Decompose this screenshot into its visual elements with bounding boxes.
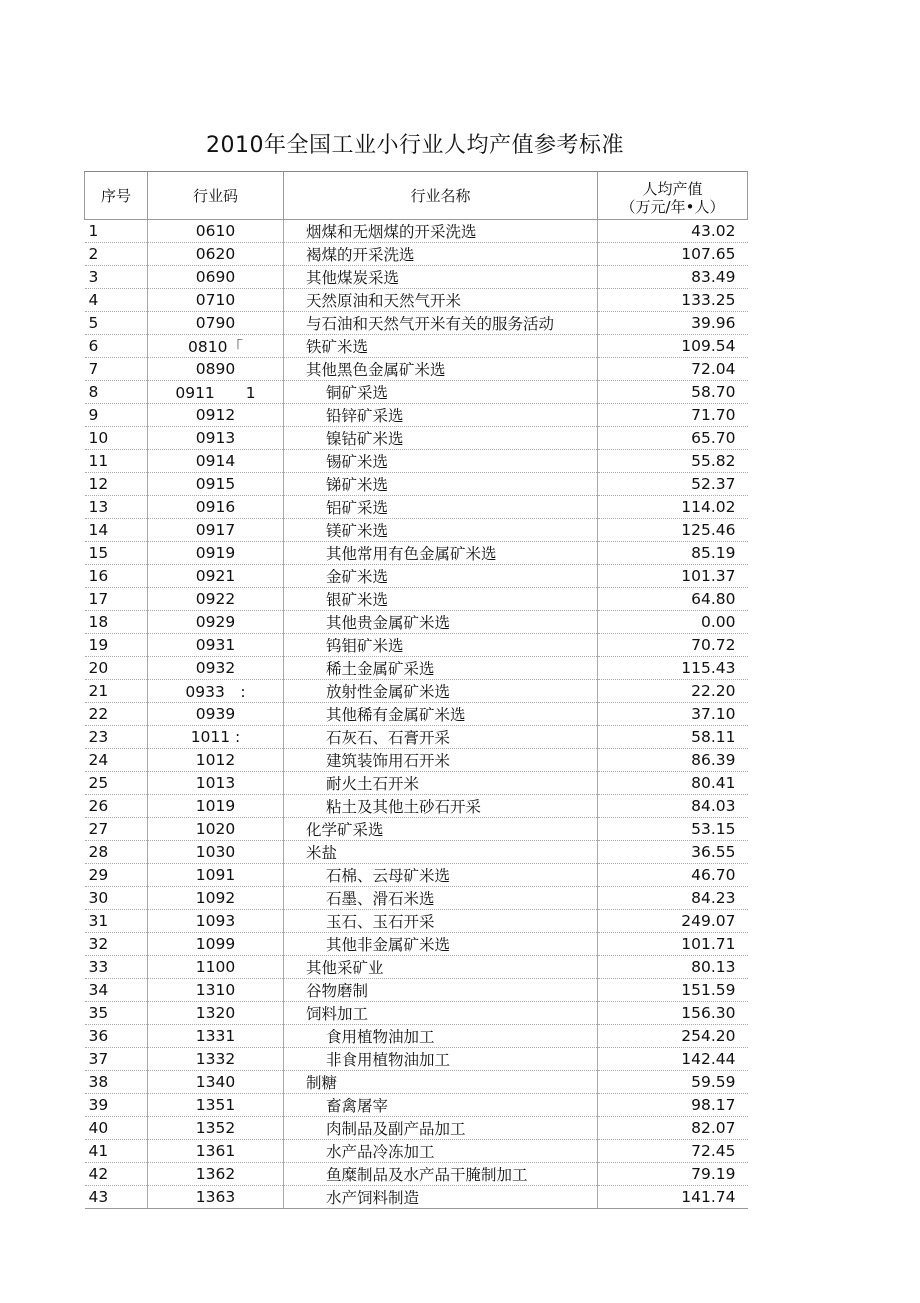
cell-seq: 3: [85, 266, 148, 289]
table-row: [85, 956, 748, 979]
cell-name: 钨钼矿米选: [284, 634, 598, 657]
cell-value: 58.70: [598, 381, 748, 404]
table-row: [85, 703, 748, 726]
cell-code: 1020: [148, 818, 284, 841]
cell-value: 55.82: [598, 450, 748, 473]
cell-value: 249.07: [598, 910, 748, 933]
cell-code: 0810「: [148, 335, 284, 358]
cell-code: 1361: [148, 1140, 284, 1163]
table-row: [85, 335, 748, 358]
cell-code: 1099: [148, 933, 284, 956]
table-body: [85, 220, 748, 1209]
cell-name: 水产品冷冻加工: [284, 1140, 598, 1163]
cell-code: 0790: [148, 312, 284, 335]
cell-code: 0915: [148, 473, 284, 496]
table-row: [85, 979, 748, 1002]
table-row: [85, 381, 748, 404]
cell-name: 石棉、云母矿米选: [284, 864, 598, 887]
cell-seq: 26: [85, 795, 148, 818]
cell-value: 79.19: [598, 1163, 748, 1186]
cell-name: 制糖: [284, 1071, 598, 1094]
cell-value: 86.39: [598, 749, 748, 772]
cell-code: 0620: [148, 243, 284, 266]
cell-seq: 12: [85, 473, 148, 496]
cell-name: 石墨、滑石米选: [284, 887, 598, 910]
table-row: [85, 611, 748, 634]
cell-value: 98.17: [598, 1094, 748, 1117]
cell-name: 铁矿米选: [284, 335, 598, 358]
cell-name: 水产饲料制造: [284, 1186, 598, 1209]
cell-name: 其他稀有金属矿米选: [284, 703, 598, 726]
cell-seq: 15: [85, 542, 148, 565]
table-row: [85, 1094, 748, 1117]
cell-name: 金矿米选: [284, 565, 598, 588]
table-row: [85, 450, 748, 473]
table-row: [85, 312, 748, 335]
cell-seq: 14: [85, 519, 148, 542]
cell-code: 1331: [148, 1025, 284, 1048]
cell-code: 0939: [148, 703, 284, 726]
cell-value: 52.37: [598, 473, 748, 496]
table-row: [85, 243, 748, 266]
header-seq: 序号: [85, 172, 148, 220]
cell-name: 褐煤的开采洗选: [284, 243, 598, 266]
cell-value: 71.70: [598, 404, 748, 427]
cell-value: 85.19: [598, 542, 748, 565]
cell-seq: 30: [85, 887, 148, 910]
cell-name: 其他黑色金属矿米选: [284, 358, 598, 381]
cell-name: 镁矿米选: [284, 519, 598, 542]
cell-seq: 10: [85, 427, 148, 450]
cell-code: 0710: [148, 289, 284, 312]
cell-seq: 41: [85, 1140, 148, 1163]
cell-seq: 1: [85, 220, 148, 243]
cell-seq: 20: [85, 657, 148, 680]
cell-seq: 23: [85, 726, 148, 749]
cell-value: 114.02: [598, 496, 748, 519]
cell-name: 其他煤炭采选: [284, 266, 598, 289]
header-value-line2: （万元/年•人）: [620, 197, 725, 216]
cell-value: 101.37: [598, 565, 748, 588]
cell-seq: 42: [85, 1163, 148, 1186]
cell-name: 天然原油和天然气开米: [284, 289, 598, 312]
cell-name: 饲料加工: [284, 1002, 598, 1025]
table-row: [85, 358, 748, 381]
cell-value: 125.46: [598, 519, 748, 542]
cell-name: 谷物磨制: [284, 979, 598, 1002]
table-row: [85, 519, 748, 542]
cell-code: 1093: [148, 910, 284, 933]
table-row: [85, 726, 748, 749]
cell-name: 铅锌矿采选: [284, 404, 598, 427]
cell-seq: 34: [85, 979, 148, 1002]
cell-value: 64.80: [598, 588, 748, 611]
cell-name: 锑矿米选: [284, 473, 598, 496]
cell-name: 铜矿采选: [284, 381, 598, 404]
cell-value: 46.70: [598, 864, 748, 887]
cell-seq: 19: [85, 634, 148, 657]
cell-value: 156.30: [598, 1002, 748, 1025]
table-row: [85, 427, 748, 450]
cell-value: 82.07: [598, 1117, 748, 1140]
cell-code: 0610: [148, 220, 284, 243]
table-row: [85, 680, 748, 703]
cell-value: 109.54: [598, 335, 748, 358]
cell-name: 其他贵金属矿米选: [284, 611, 598, 634]
cell-value: 115.43: [598, 657, 748, 680]
cell-code: 0911 1: [148, 381, 284, 404]
cell-seq: 11: [85, 450, 148, 473]
cell-name: 其他采矿业: [284, 956, 598, 979]
table-row: [85, 496, 748, 519]
cell-seq: 36: [85, 1025, 148, 1048]
cell-seq: 18: [85, 611, 148, 634]
cell-value: 36.55: [598, 841, 748, 864]
cell-name: 鱼糜制品及水产品干腌制加工: [284, 1163, 598, 1186]
cell-code: 1030: [148, 841, 284, 864]
cell-name: 米盐: [284, 841, 598, 864]
table-row: [85, 1025, 748, 1048]
cell-seq: 39: [85, 1094, 148, 1117]
table-row: [85, 1140, 748, 1163]
table-row: [85, 473, 748, 496]
cell-code: 1362: [148, 1163, 284, 1186]
table-row: [85, 1186, 748, 1209]
cell-name: 耐火土石开米: [284, 772, 598, 795]
cell-seq: 40: [85, 1117, 148, 1140]
table-row: [85, 841, 748, 864]
cell-value: 142.44: [598, 1048, 748, 1071]
cell-value: 59.59: [598, 1071, 748, 1094]
table-row: [85, 1071, 748, 1094]
cell-code: 1352: [148, 1117, 284, 1140]
cell-seq: 37: [85, 1048, 148, 1071]
cell-name: 镍钴矿米选: [284, 427, 598, 450]
cell-code: 0912: [148, 404, 284, 427]
table-row: [85, 933, 748, 956]
cell-value: 83.49: [598, 266, 748, 289]
cell-value: 80.13: [598, 956, 748, 979]
cell-seq: 21: [85, 680, 148, 703]
cell-value: 141.74: [598, 1186, 748, 1209]
table-row: [85, 1002, 748, 1025]
cell-seq: 25: [85, 772, 148, 795]
cell-code: 1363: [148, 1186, 284, 1209]
cell-code: 0929: [148, 611, 284, 634]
cell-seq: 29: [85, 864, 148, 887]
cell-value: 101.71: [598, 933, 748, 956]
cell-name: 粘土及其他土砂石开采: [284, 795, 598, 818]
cell-seq: 33: [85, 956, 148, 979]
cell-code: 1019: [148, 795, 284, 818]
cell-code: 1011 :: [148, 726, 284, 749]
table-row: [85, 588, 748, 611]
table-row: [85, 404, 748, 427]
cell-code: 1092: [148, 887, 284, 910]
table-row: [85, 864, 748, 887]
cell-value: 72.04: [598, 358, 748, 381]
table-header-row: [85, 172, 748, 220]
cell-value: 0.00: [598, 611, 748, 634]
cell-seq: 2: [85, 243, 148, 266]
cell-value: 70.72: [598, 634, 748, 657]
cell-value: 80.41: [598, 772, 748, 795]
cell-code: 1320: [148, 1002, 284, 1025]
cell-name: 锡矿米选: [284, 450, 598, 473]
cell-name: 其他常用有色金属矿米选: [284, 542, 598, 565]
table-row: [85, 657, 748, 680]
cell-seq: 16: [85, 565, 148, 588]
cell-name: 放射性金属矿米选: [284, 680, 598, 703]
cell-name: 与石油和天然气开米有关的服务活动: [284, 312, 598, 335]
cell-code: 0921: [148, 565, 284, 588]
cell-code: 0916: [148, 496, 284, 519]
table-row: [85, 542, 748, 565]
cell-name: 畜禽屠宰: [284, 1094, 598, 1117]
table-row: [85, 266, 748, 289]
cell-code: 0932: [148, 657, 284, 680]
table-row: [85, 565, 748, 588]
cell-seq: 8: [85, 381, 148, 404]
table-row: [85, 289, 748, 312]
cell-name: 烟煤和无烟煤的开采洗选: [284, 220, 598, 243]
cell-code: 1310: [148, 979, 284, 1002]
table-row: [85, 795, 748, 818]
cell-seq: 5: [85, 312, 148, 335]
header-code: 行业码: [148, 172, 284, 220]
table-row: [85, 634, 748, 657]
cell-value: 53.15: [598, 818, 748, 841]
cell-value: 84.03: [598, 795, 748, 818]
table-row: [85, 220, 748, 243]
table-row: [85, 772, 748, 795]
cell-name: 铝矿采选: [284, 496, 598, 519]
industry-table: [84, 171, 748, 1209]
cell-name: 化学矿采选: [284, 818, 598, 841]
cell-code: 0690: [148, 266, 284, 289]
cell-seq: 9: [85, 404, 148, 427]
cell-seq: 17: [85, 588, 148, 611]
cell-name: 玉石、玉石开采: [284, 910, 598, 933]
cell-code: 1332: [148, 1048, 284, 1071]
header-value-line1: 人均产值: [642, 179, 703, 198]
header-name: 行业名称: [284, 172, 598, 220]
cell-value: 84.23: [598, 887, 748, 910]
cell-value: 37.10: [598, 703, 748, 726]
cell-seq: 4: [85, 289, 148, 312]
cell-code: 1012: [148, 749, 284, 772]
cell-seq: 32: [85, 933, 148, 956]
cell-seq: 24: [85, 749, 148, 772]
cell-seq: 22: [85, 703, 148, 726]
cell-name: 食用植物油加工: [284, 1025, 598, 1048]
cell-code: 1091: [148, 864, 284, 887]
cell-code: 1340: [148, 1071, 284, 1094]
cell-code: 0933 :: [148, 680, 284, 703]
cell-value: 72.45: [598, 1140, 748, 1163]
table-row: [85, 887, 748, 910]
cell-code: 0890: [148, 358, 284, 381]
cell-seq: 38: [85, 1071, 148, 1094]
table-row: [85, 749, 748, 772]
header-value: [598, 172, 748, 220]
cell-name: 非食用植物油加工: [284, 1048, 598, 1071]
cell-value: 107.65: [598, 243, 748, 266]
cell-value: 22.20: [598, 680, 748, 703]
cell-code: 0922: [148, 588, 284, 611]
cell-name: 石灰石、石膏开采: [284, 726, 598, 749]
cell-seq: 7: [85, 358, 148, 381]
cell-name: 稀土金属矿采选: [284, 657, 598, 680]
cell-seq: 35: [85, 1002, 148, 1025]
cell-code: 1351: [148, 1094, 284, 1117]
table-row: [85, 910, 748, 933]
cell-name: 其他非金属矿米选: [284, 933, 598, 956]
cell-value: 39.96: [598, 312, 748, 335]
cell-seq: 27: [85, 818, 148, 841]
table-row: [85, 818, 748, 841]
cell-seq: 31: [85, 910, 148, 933]
cell-code: 0914: [148, 450, 284, 473]
cell-seq: 13: [85, 496, 148, 519]
cell-value: 43.02: [598, 220, 748, 243]
cell-code: 0919: [148, 542, 284, 565]
cell-code: 0913: [148, 427, 284, 450]
page-title: 2010年全国工业小行业人均产值参考标准: [206, 133, 624, 158]
cell-code: 0931: [148, 634, 284, 657]
cell-seq: 43: [85, 1186, 148, 1209]
cell-name: 肉制品及副产品加工: [284, 1117, 598, 1140]
cell-name: 建筑装饰用石开米: [284, 749, 598, 772]
cell-value: 65.70: [598, 427, 748, 450]
cell-seq: 28: [85, 841, 148, 864]
cell-seq: 6: [85, 335, 148, 358]
cell-code: 1013: [148, 772, 284, 795]
table-row: [85, 1048, 748, 1071]
cell-value: 58.11: [598, 726, 748, 749]
cell-code: 0917: [148, 519, 284, 542]
cell-value: 133.25: [598, 289, 748, 312]
cell-code: 1100: [148, 956, 284, 979]
cell-value: 254.20: [598, 1025, 748, 1048]
cell-value: 151.59: [598, 979, 748, 1002]
table-row: [85, 1117, 748, 1140]
cell-name: 银矿米选: [284, 588, 598, 611]
table-row: [85, 1163, 748, 1186]
